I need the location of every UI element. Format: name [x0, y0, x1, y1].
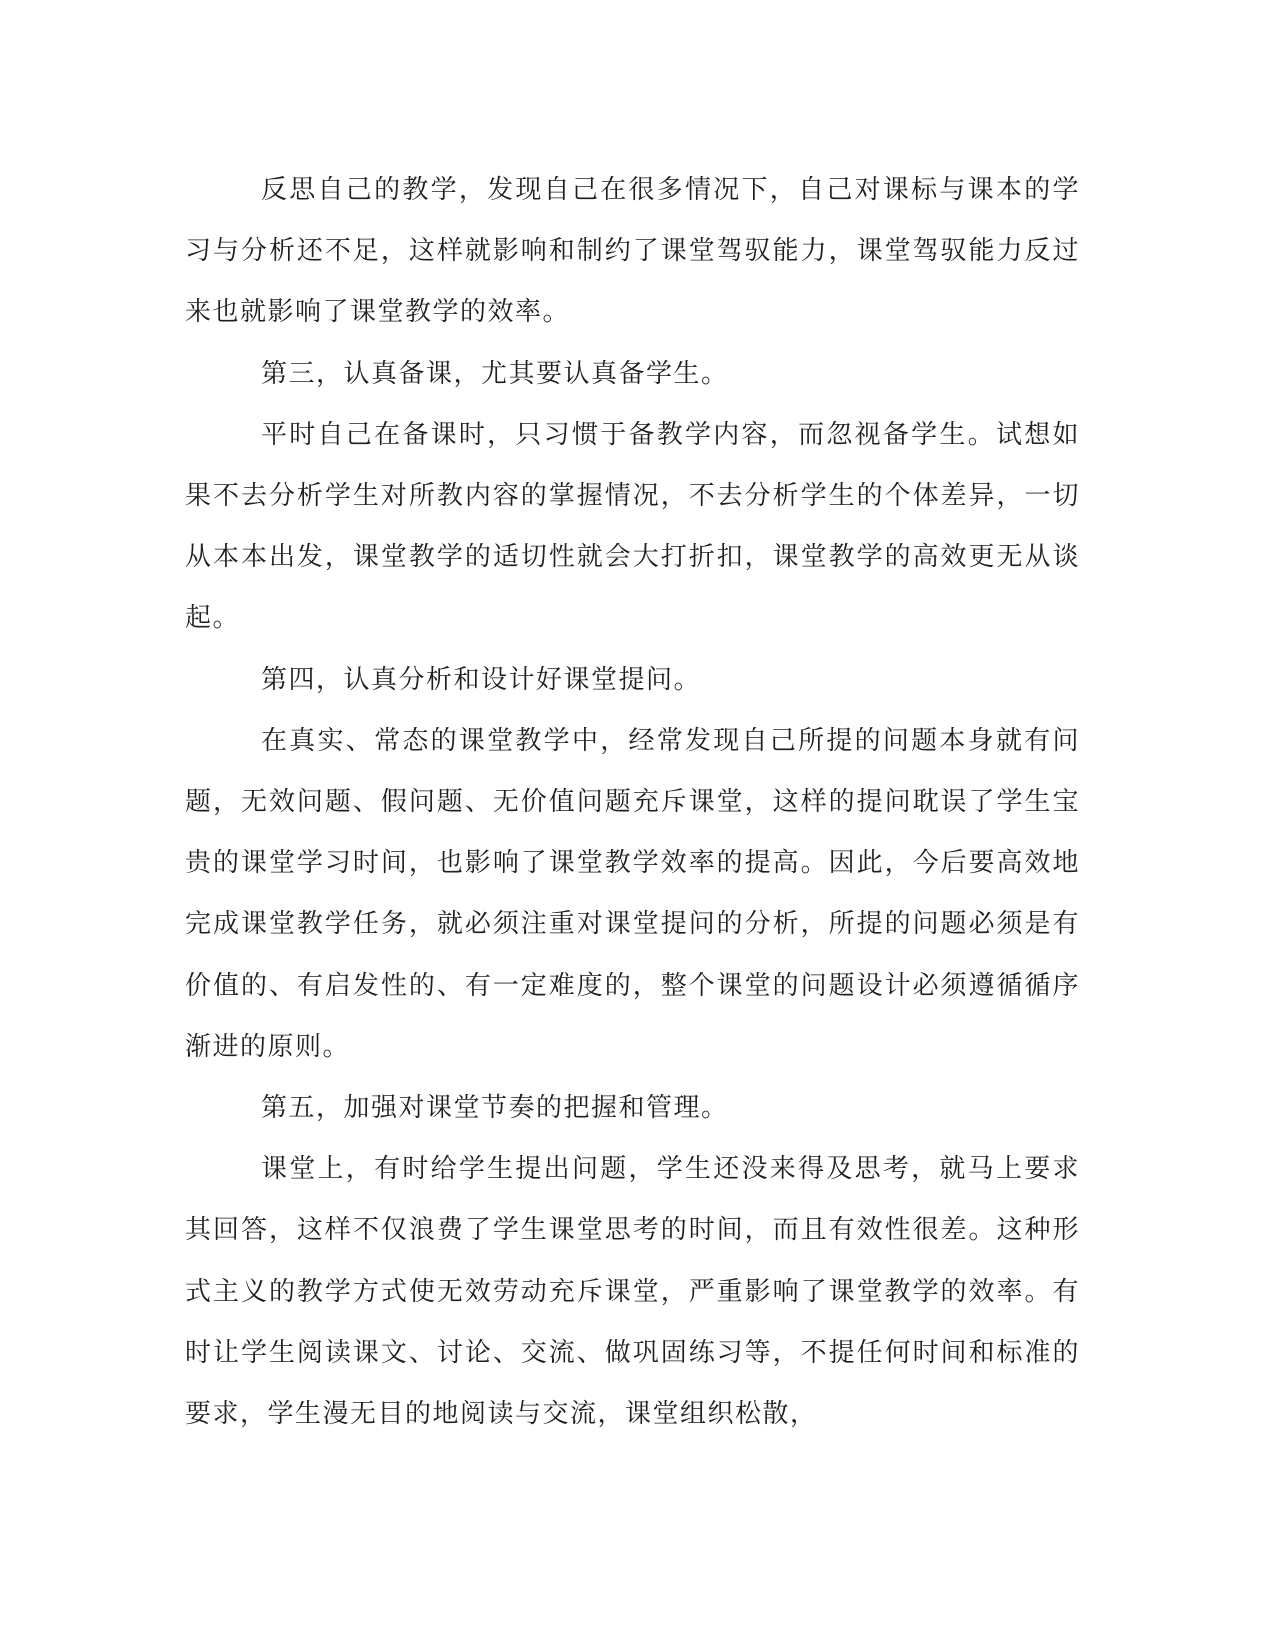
- paragraph-questioning: 在真实、常态的课堂教学中，经常发现自己所提的问题本身就有问题，无效问题、假问题、无价值问题充斥课堂，这样的提问耽误了学生宝贵的课堂学习时间，也影响了课堂教学效率的提高。因此，今后要高效地完成课堂教学任务，就必须注重对课堂提问的分析，所提的问题必须是有价值的、有启发性的、有一定难度的，整个课堂的问题设计必须遵循循序渐进的原则。: [185, 725, 1080, 1062]
- heading-fifth-point: 第五，加强对课堂节奏的把握和管理。: [261, 1093, 729, 1124]
- paragraph-prepare-students: 平时自己在备课时，只习惯于备教学内容，而忽视备学生。试想如果不去分析学生对所教内容的掌握情况，不去分析学生的个体差异，一切从本本出发，课堂教学的适切性就会大打折扣，课堂教学的高效更无从谈起。: [185, 419, 1080, 634]
- heading-fourth-point: 第四，认真分析和设计好课堂提问。: [261, 664, 702, 695]
- heading-third-point: 第三，认真备课，尤其要认真备学生。: [261, 358, 729, 389]
- paragraph-reflection: 反思自己的教学，发现自己在很多情况下，自己对课标与课本的学习与分析还不足，这样就影响和制约了课堂驾驭能力，课堂驾驭能力反过来也就影响了课堂教学的效率。: [185, 175, 1080, 328]
- paragraph-classroom-rhythm: 课堂上，有时给学生提出问题，学生还没来得及思考，就马上要求其回答，这样不仅浪费了学生课堂思考的时间，而且有效性很差。这种形式主义的教学方式使无效劳动充斥课堂，严重影响了课堂教学的效率。有时让学生阅读课文、讨论、交流、做巩固练习等，不提任何时间和标准的要求，学生漫无目的地阅读与交流，课堂组织松散，: [185, 1154, 1080, 1430]
- document-body: [185, 160, 1080, 1445]
